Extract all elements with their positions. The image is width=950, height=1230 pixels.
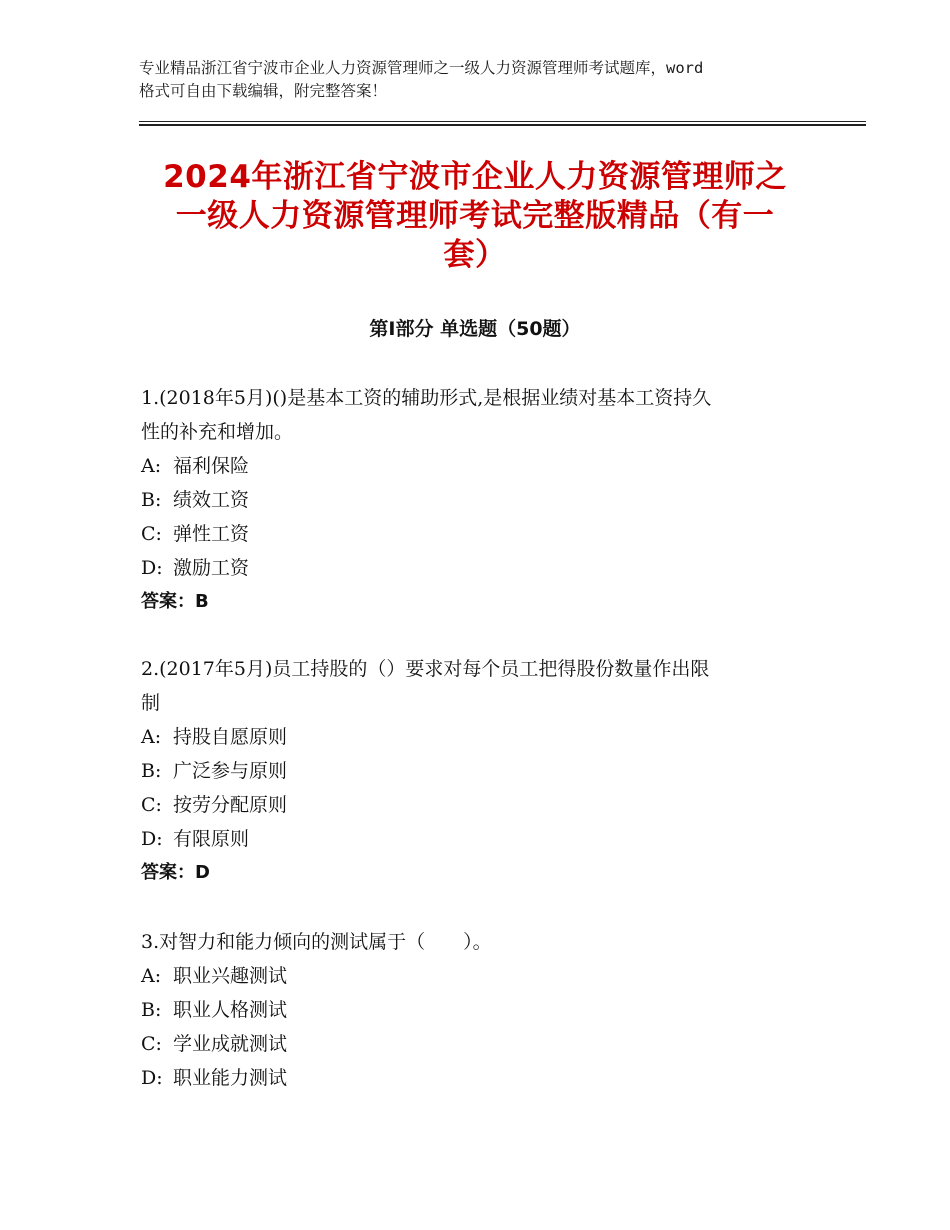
option-letter: B: [141, 489, 162, 511]
answer-label: 答案：D [141, 862, 210, 883]
question-stem-line-1: 3.对智力和能力倾向的测试属于（ ）。 [141, 931, 492, 953]
option-text: 职业能力测试 [173, 1067, 288, 1089]
option-d [141, 1061, 821, 1095]
option-letter: C: [141, 523, 162, 545]
header-divider-thin [139, 121, 866, 122]
option-text: 有限原则 [173, 828, 250, 850]
option-d [141, 822, 821, 856]
section-title: 第Ⅰ部分 单选题（50题） [369, 318, 581, 340]
option-c [141, 517, 821, 551]
option-c [141, 1027, 821, 1061]
question-1 [141, 381, 821, 619]
option-text: 学业成就测试 [173, 1033, 288, 1055]
option-text: 持股自愿原则 [173, 726, 288, 748]
option-text: 职业兴趣测试 [173, 965, 288, 987]
option-a [141, 720, 821, 754]
title-line-1: 2024年浙江省宁波市企业人力资源管理师之 [163, 159, 787, 195]
question-stem [141, 925, 821, 959]
question-stem-line-2: 制 [141, 692, 161, 714]
answer-label: 答案：B [141, 591, 209, 612]
question-stem-line-1: 1.(2018年5月)()是基本工资的辅助形式,是根据业绩对基本工资持久 [141, 387, 712, 409]
question-2 [141, 652, 821, 890]
option-letter: B: [141, 999, 162, 1021]
option-text: 职业人格测试 [173, 999, 288, 1021]
option-b [141, 754, 821, 788]
question-stem-line-2: 性的补充和增加。 [141, 421, 294, 443]
header-divider-thick [139, 124, 866, 126]
option-b [141, 993, 821, 1027]
question-stem [141, 381, 821, 449]
option-text: 绩效工资 [173, 489, 250, 511]
option-letter: D: [141, 1067, 163, 1089]
option-a [141, 449, 821, 483]
header-note [139, 57, 829, 103]
option-c [141, 788, 821, 822]
option-letter: D: [141, 557, 163, 579]
option-d [141, 551, 821, 585]
option-letter: A: [141, 455, 162, 477]
option-text: 激励工资 [173, 557, 250, 579]
option-letter: B: [141, 760, 162, 782]
title-line-2: 一级人力资源管理师考试完整版精品（有一 [175, 198, 775, 234]
title-line-3: 套） [443, 237, 507, 273]
question-3 [141, 925, 821, 1095]
option-text: 福利保险 [173, 455, 250, 477]
header-note-line-1: 专业精品浙江省宁波市企业人力资源管理师之一级人力资源管理师考试题库，word [139, 59, 704, 77]
option-a [141, 959, 821, 993]
option-letter: A: [141, 726, 162, 748]
option-letter: D: [141, 828, 163, 850]
document-title [120, 158, 830, 275]
option-letter: C: [141, 1033, 162, 1055]
option-text: 广泛参与原则 [173, 760, 288, 782]
header-note-line-2: 格式可自由下载编辑，附完整答案！ [139, 82, 388, 100]
option-letter: A: [141, 965, 162, 987]
option-b [141, 483, 821, 517]
question-stem-line-1: 2.(2017年5月)员工持股的（）要求对每个员工把得股份数量作出限 [141, 658, 710, 680]
question-stem [141, 652, 821, 720]
option-text: 按劳分配原则 [173, 794, 288, 816]
option-letter: C: [141, 794, 162, 816]
option-text: 弹性工资 [173, 523, 250, 545]
